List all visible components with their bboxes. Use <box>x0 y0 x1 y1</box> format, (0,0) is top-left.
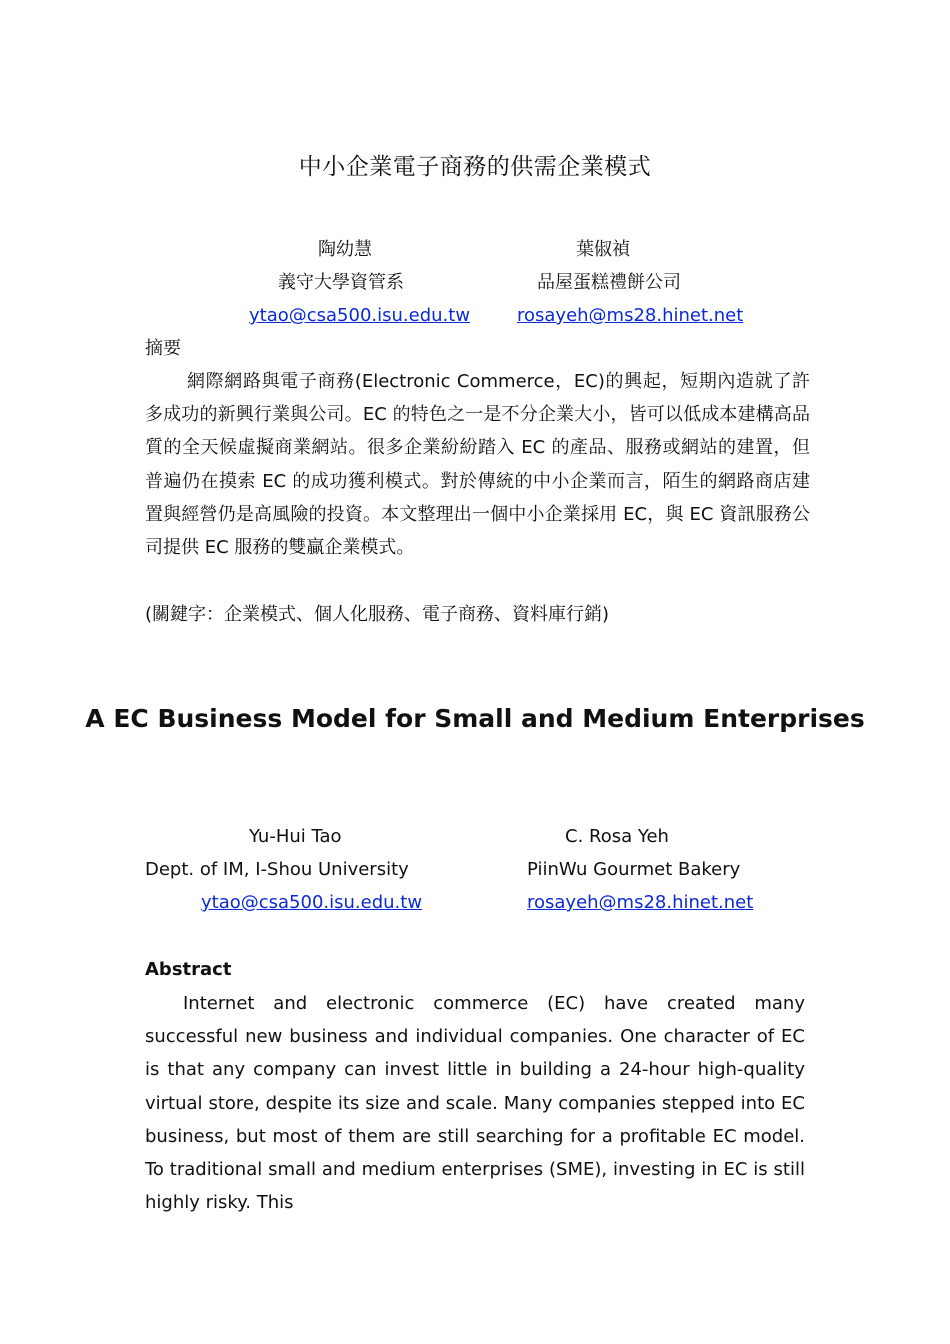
chinese-author2-email-link[interactable]: rosayeh@ms28.hinet.net <box>517 305 744 326</box>
chinese-author2-affiliation: 品屋蛋糕禮餅公司 <box>537 272 681 293</box>
english-author1-name: Yu-Hui Tao <box>249 826 342 847</box>
english-abstract-body <box>145 987 805 1220</box>
chinese-author1-email-link[interactable]: ytao@csa500.isu.edu.tw <box>249 305 471 326</box>
chinese-abstract-paragraph: 網際網路與電子商務(Electronic Commerce，EC)的興起，短期內造就了許多成功的新興行業與公司。EC 的特色之一是不分企業大小，皆可以低成本建構高品質的全天候虛擬商業網站。很多企業紛紛踏入 EC 的產品、服務或網站的建置，但普遍仍在摸索 EC 的成功獲利模式。對於傳統的中小企業而言，陌生的網路商店建置與經營仍是高風險的投資。本文整理出一個中小企業採用 EC，與 EC 資訊服務公司提供 EC 服務的雙贏企業模式。 <box>145 371 810 559</box>
english-author2-email-link[interactable]: rosayeh@ms28.hinet.net <box>527 892 754 913</box>
english-author1-email-link[interactable]: ytao@csa500.isu.edu.tw <box>201 892 423 913</box>
english-abstract-heading: Abstract <box>145 959 232 980</box>
chinese-author1-affiliation: 義守大學資管系 <box>278 272 404 293</box>
chinese-title: 中小企業電子商務的供需企業模式 <box>298 154 652 180</box>
english-abstract-paragraph: Internet and electronic commerce (EC) have created many successful new business and individual companies. One character of EC is that any company can invest little in building a 24-hour high-quality virtual store, despite its size and scale. Many companies stepped into EC business, but most of them are still searching for a profitable EC model. To traditional small and medium enterprises (SME), investing in EC is still highly risky. This <box>145 993 805 1214</box>
chinese-author1-name: 陶幼慧 <box>318 239 372 260</box>
english-author2-name: C. Rosa Yeh <box>565 826 669 847</box>
chinese-keywords: (關鍵字：企業模式、個人化服務、電子商務、資料庫行銷) <box>145 604 610 625</box>
chinese-author2-name: 葉俶禎 <box>576 239 630 260</box>
english-title: A EC Business Model for Small and Medium Enterprises <box>85 704 865 733</box>
chinese-abstract-body <box>145 365 810 564</box>
english-author2-affiliation: PiinWu Gourmet Bakery <box>527 859 741 880</box>
chinese-abstract-heading: 摘要 <box>145 338 181 359</box>
english-author1-affiliation: Dept. of IM, I-Shou University <box>145 859 409 880</box>
